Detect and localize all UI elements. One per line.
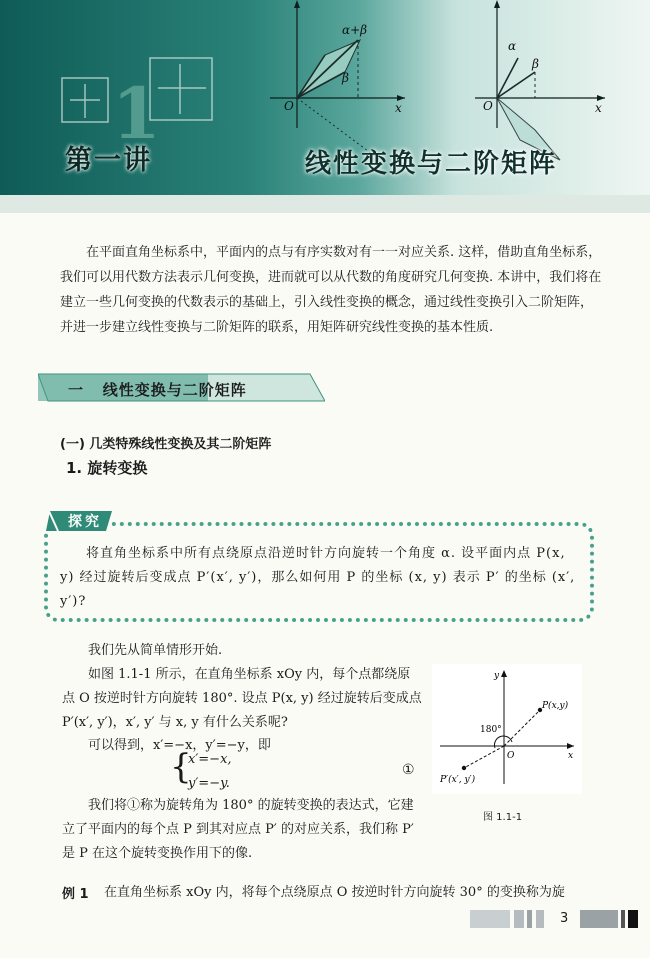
decorative-numeral: 1 (112, 72, 161, 155)
vector-sum-diagram (270, 0, 405, 160)
body-paragraph-4: 我们将①称为旋转角为 180° 的旋转变换的表达式，它建立了平面内的每个点 P 到其对应点 P′ 的对应关系，我们称 P′ 是 P 在这个旋转变换作用下的像. (62, 798, 414, 861)
label-y: y (494, 671, 500, 681)
subsection-heading: (一) 几类特殊线性变换及其二阶矩阵 (60, 437, 272, 452)
chapter-title: 线性变换与二阶矩阵 (305, 149, 558, 179)
body-paragraph-2: 如图 1.1-1 所示，在直角坐标系 xOy 内，每个点都绕原点 O 按逆时针方向旋转 180°. 设点 P(x, y) 经过旋转后变成点 P′(x′, y′)，x′, y′ 与 x, y 有什么关系呢? (62, 667, 422, 730)
explore-text: 将直角坐标系中所有点绕原点沿逆时针方向旋转一个角度 α. 设平面内点 P(x, y) 经过旋转后变成点 P′(x′, y′)，那么如何用 P 的坐标 (x, y) 表示 P′ 的坐标 (x′, y′)? (60, 546, 576, 609)
label-x-right: x (595, 101, 602, 115)
section-title: 线性变换与二阶矩阵 (102, 381, 247, 399)
banner-bottom-band (0, 195, 650, 213)
figure-caption: 图 1.1-1 (483, 812, 523, 823)
label-origin-right: O (483, 99, 493, 113)
intro-paragraph: 在平面直角坐标系中，平面内的点与有序实数对有一一对应关系. 这样，借助直角坐标系，我们可以用代数方法表示几何变换，进而就可以从代数的角度研究几何变换. 本讲中，我们将在建立一些几何变换的代数表示的基础上，引入线性变换的概念，通过线性变换引入二阶矩阵，并进一步建立线性变换与二阶矩阵的联系，用矩阵研究线性变换的基本性质. (60, 245, 602, 335)
label-alpha: α (508, 39, 517, 53)
label-x-left: x (395, 101, 402, 115)
footer-decoration (470, 910, 640, 930)
label-p: P(x,y) (542, 701, 569, 711)
chapter-banner (0, 0, 650, 213)
page-number: 3 (560, 911, 569, 926)
figure-1-1-1 (432, 664, 582, 794)
example-label: 例 1 (62, 887, 89, 902)
label-beta: β (342, 71, 349, 85)
banner-illustration (0, 0, 650, 213)
equation-line-2: y′=−y. (188, 776, 230, 791)
subsubsection-heading: 1. 旋转变换 (66, 459, 148, 477)
label-origin-left: O (284, 99, 294, 113)
equation-brace: { (170, 747, 192, 787)
rotation-figure (432, 664, 582, 794)
equation-line-1: x′=−x, (188, 752, 232, 767)
section-number: 一 (68, 381, 85, 399)
body-paragraph-3: 可以得到，x′=−x，y′=−y，即 (88, 738, 271, 753)
example-text: 在直角坐标系 xOy 内，将每个点绕原点 O 按逆时针方向旋转 30° 的变换称为旋 (104, 885, 565, 900)
label-p-prime: P′(x′, y′) (440, 775, 476, 785)
chapter-number: 第一讲 (65, 145, 152, 176)
label-alpha-plus-beta: α+β (342, 23, 368, 37)
label-beta-right: β (532, 57, 539, 71)
section-heading (68, 379, 247, 400)
body-paragraph-1: 我们先从简单情形开始. (88, 643, 223, 658)
label-x: x (568, 751, 574, 761)
explore-label: 探究 (68, 514, 102, 530)
label-180-degrees: 180° (480, 725, 502, 735)
equation-number: ① (402, 762, 415, 778)
label-o: O (507, 751, 515, 761)
vector-diagram-right (475, 0, 605, 160)
